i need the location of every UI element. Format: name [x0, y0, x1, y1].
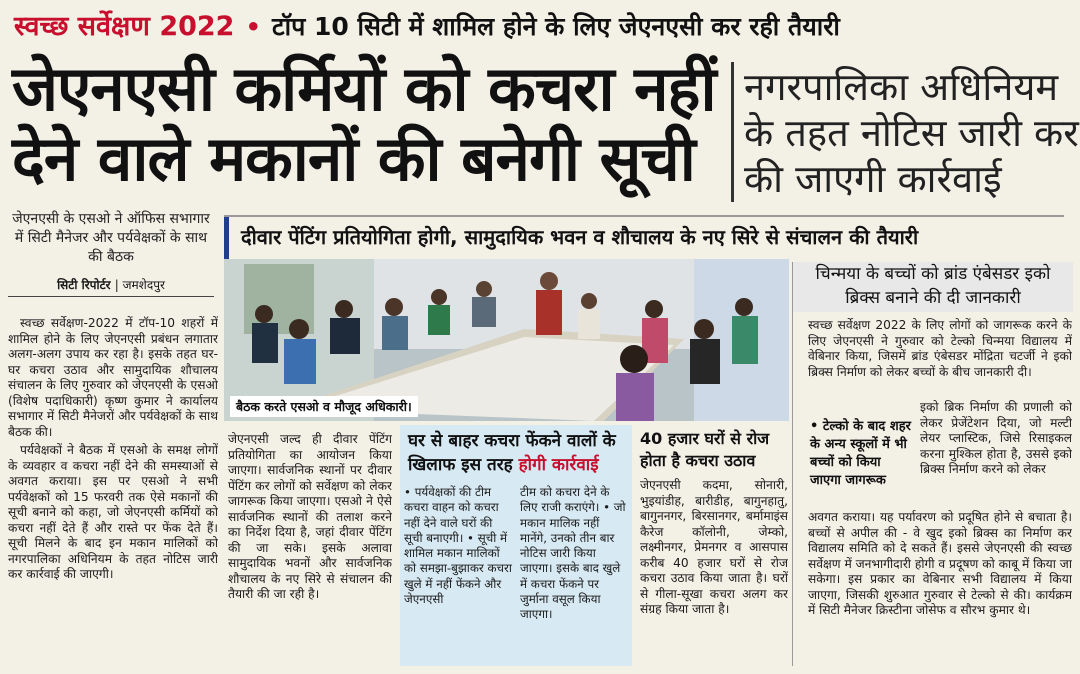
right-text-bottom: अवगत कराया। यह पर्यावरण को प्रदूषित होने से बचाता है। बच्चों से अपील की - वे खुद इको ब्रिक्स का निर्माण कर विद्यालय समिति को दे सकते हैं। इससे जेएनएसी की स्वच्छ सर्वेक्षण में जनभागीदारी होगी व प्रदूषण को काबू में किया जा सकेगा। इस प्रकार का वेबिनार सभी विद्यालय में किया जाएगा, जिसकी शुरुआत गुरुवार से टेल्को से की। कार्यक्रम में सिटी मैनेजर क्रिस्टीना जोसेफ व सौरभ कुमार थे। [808, 510, 1072, 617]
collection-body: जेएनएसी कदमा, सोनारी, भुइयांडीह, बारीडीह, बागुनहातु, बागुननगर, बिरसानगर, बर्मामाइंस कैरेज कॉलोनी, जेम्को, लक्ष्मीनगर, प्रेमनगर व आसपास करीब 40 हजार घरों से रोज कचरा उठाव किया जाता है। घरों से गीला-सूखा कचरा अलग कर संग्रह किया जाता है। [640, 478, 788, 616]
left-paragraph-1: स्वच्छ सर्वेक्षण-2022 में टॉप-10 शहरों में शामिल होने के लिए जेएनएसी प्रबंधन लगातार अलग-अलग उपाय कर रहा है। इसके तहत घर-घर कचरा उठाव और सामुदायिक शौचालय संचालन के लिए गुरुवार को जेएनएसी के एसओ (विशेष पदाधिकारी) कृष्ण कुमार ने कार्यालय सभागार में सिटी मैनेजरों और पर्यवेक्षकों के साथ बैठक की। [8, 316, 218, 439]
headline [12, 54, 727, 194]
kicker-label: स्वच्छ सर्वेक्षण 2022 [14, 11, 235, 42]
collection-heading: 40 हजार घरों से रोज होता है कचरा उठाव [640, 429, 770, 470]
action-box-col-1: • पर्यवेक्षकों की टीम कचरा वाहन को कचरा नहीं देने वाले घरों की सूची बनाएगी। • सूची में शामिल मकान मालिकों को समझा-बुझाकर कचरा खुले में नहीं फेंकने और जेएनएसी [404, 485, 512, 607]
deck-line-1: नगरपालिका अधिनियम [744, 65, 1059, 109]
byline-place: | जमशेदपुर [114, 278, 165, 292]
left-column-text [8, 316, 218, 666]
action-box-col-2: टीम को कचरा देने के लिए राजी कराएंगे। • जो मकान मालिक नहीं मानेंगे, उनको तीन बार नोटिस जारी किया जाएगा। इसके बाद खुले में कचरा फेंकने पर जुर्माना वसूल किया जाएगा। [520, 485, 626, 622]
pull-quote: • टेल्को के बाद शहर के अन्य स्कूलों में भी बच्चों को किया जाएगा जागरूक [810, 419, 911, 488]
middle-paragraph: जेएनएसी जल्द ही दीवार पेंटिंग प्रतियोगिता का आयोजन किया जाएगा। सार्वजनिक स्थानों पर दीवार पेंटिंग कर लोगों को सर्वेक्षण को लेकर जागरूक किया जाएगा। एसओ ने ऐसे सार्वजनिक स्थानों की तलाश करने का निर्देश दिया है, जहां दीवार पेंटिंग की जा सके। इसके अलावा सामुदायिक भवनों और सार्वजनिक शौचालय के नए सिरे से संचालन की तैयारी की जा रही है। [228, 432, 392, 601]
deck-line-2: के तहत नोटिस जारी कर [744, 111, 1079, 155]
deck-line-3: की जाएगी कार्रवाई [744, 157, 1002, 201]
right-text-middle: इको ब्रिक निर्माण की प्रणाली को लेकर प्रेजेंटेशन दिया, जो मल्टी लेयर प्लास्टिक, जिसे रिसाइकल करना मुश्किल होता है, उससे इको ब्रिक्स निर्माण करने को लेकर [920, 400, 1072, 476]
kicker-separator: • [245, 13, 261, 41]
left-paragraph-2: पर्यवेक्षकों ने बैठक में एसओ के समक्ष लोगों के व्यवहार व कचरा नहीं देने की समस्याओं से अवगत कराया। इस पर एसओ ने सभी पर्यवेक्षकों को 15 फरवरी तक ऐसे मकानों की सूची बनाने को कहा, जो जेएनएसी कर्मियों को कचरा नहीं देते हैं और रास्ते पर फेंक देते हैं। सूची मिलने के बाद इन मकान मालिकों को नगरपालिका अधिनियम के तहत नोटिस जारी कर कार्रवाई की जाएगी। [8, 443, 218, 581]
byline [8, 276, 214, 293]
action-box-heading [400, 425, 632, 485]
byline-name: सिटी रिपोर्टर [57, 278, 111, 292]
headline-line-1: जेएनएसी कर्मियों को कचरा नहीं [12, 52, 716, 125]
headline-line-2: देने वाले मकानों की बनेगी सूची [12, 122, 695, 195]
subhead: दीवार पेंटिंग प्रतियोगिता होगी, सामुदायिक भवन व शौचालय के नए सिरे से संचालन की तैयारी [224, 217, 1050, 259]
kicker-text: टॉप 10 सिटी में शामिल होने के लिए जेएनएसी कर रही तैयारी [272, 12, 840, 41]
column-divider [792, 262, 793, 666]
right-text-top: स्वच्छ सर्वेक्षण 2022 के लिए लोगों को जागरूक करने के लिए जेएनएसी ने गुरुवार को टेल्को चिन्मया विद्यालय में वेबिनार किया, जिसमें ब्रांड एंबेसडर मोंद्रिता चटर्जी ने इको ब्रिक्स निर्माण को लेकर बच्चों के बीच जानकारी दी। [808, 318, 1072, 379]
photo-caption: बैठक करते एसओ व मौजूद अधिकारी। [230, 396, 418, 417]
kicker-strap [0, 0, 1080, 50]
intro-blurb: जेएनएसी के एसओ ने ऑफिस सभागार में सिटी मैनेजर और पर्यवेक्षकों के साथ की बैठक [12, 211, 210, 265]
middle-column-text [228, 432, 392, 666]
headline-divider [731, 62, 734, 202]
byline-rule [8, 296, 214, 297]
action-box-heading-text: घर से बाहर कचरा फेंकने वालों के खिलाफ इस तरह [408, 431, 616, 475]
right-heading: चिन्मया के बच्चों को ब्रांड एंबेसडर इको ब्रिक्स बनाने की दी जानकारी [815, 264, 1051, 308]
deck [744, 64, 1079, 202]
action-box-heading-highlight: होगी कार्रवाई [518, 455, 599, 475]
